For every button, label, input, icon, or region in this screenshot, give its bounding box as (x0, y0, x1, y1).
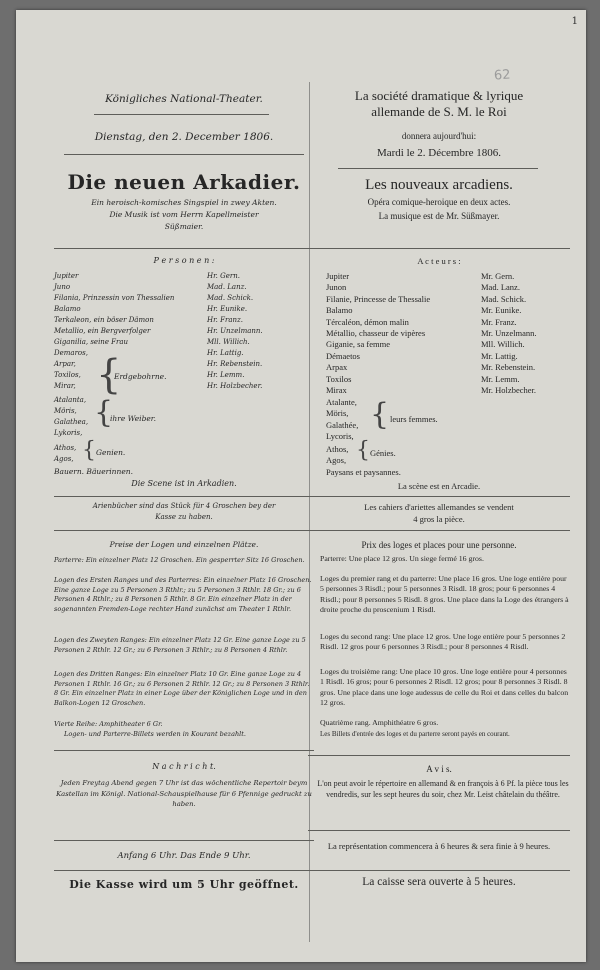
de-price-currency: Logen- und Parterre-Billets werden in Kourant bezahlt. (64, 730, 246, 738)
de-group2-label: ihre Weiber. (110, 414, 156, 423)
actor: Hr. Holzbecher. (207, 382, 263, 390)
fr-music: La musique est de Mr. Süßmayer. (378, 211, 500, 221)
de-persons-heading: P e r s o n e n : (153, 256, 215, 265)
role: Démaetos (326, 350, 360, 361)
actor: Hr. Gern. (207, 272, 240, 280)
cast-row (54, 382, 314, 393)
fr-price-third-rank: Loges du troisième rang: Une place 10 gros. Une loge entière pour 4 personnes 1 Risdl. 16 gros; pour 6 personnes 2 Risdl. 12 gros; pour 8 personnes 3 Risdl. 8 gros. Une place dans une loge audessus de celle du Roi et dans celles du balcon 12 gros. (320, 667, 569, 708)
fr-title: Les nouveaux arcadiens. (365, 177, 513, 193)
fr-subtitle: Opéra comique-heroique en deux actes. (367, 197, 511, 207)
de-rule (54, 750, 314, 751)
cast-row (54, 294, 314, 305)
de-rule (54, 870, 314, 871)
fr-rule (308, 248, 570, 249)
fr-scene: La scène est en Arcadie. (397, 481, 481, 491)
de-title: Die neuen Arkadier. (67, 170, 301, 194)
pencil-annotation: 62 (493, 67, 512, 84)
cast-row (326, 374, 570, 385)
fr-texts-note-line1: Les cahiers d'ariettes allemandes se vendent (364, 502, 514, 512)
actor: Hr. Unzelmann. (207, 327, 263, 335)
actor: Mad. Lanz. (207, 283, 247, 291)
role: Giganilia, seine Frau (54, 338, 129, 346)
de-price-third-rank: Logen des Dritten Ranges: Ein einzelner Platz 10 Gr. Eine ganze Loge zu 4 Personen 1 Rthlr. 16 Gr.; zu 6 Personen 2 Rthlr. 12 Gr.; zu 8 Personen 3 Rthlr. 8 Gr. Ein einzelner Platz in einer Loge über der Königlichen Loge und in den Balkon-Logen 12 Groschen. (54, 670, 310, 707)
cast-row (326, 294, 570, 305)
cast-row (54, 396, 314, 407)
de-rule (94, 114, 269, 115)
role: Mirax (326, 384, 347, 395)
role: Galathée, (326, 419, 359, 430)
actor: Mr. Eunike. (481, 305, 522, 316)
de-scene: Die Scene ist in Arkadien. (131, 479, 237, 488)
cast-row (326, 328, 570, 339)
role: Métallio, chasseur de vipères (326, 327, 426, 338)
fr-rule (308, 755, 570, 756)
role: Lykoris, (54, 429, 83, 437)
fr-date: Mardi le 2. Décembre 1806. (376, 147, 501, 159)
cast-row (54, 272, 314, 283)
cast-row (326, 385, 570, 396)
de-music-line1: Die Musik ist vom Herrn Kapellmeister (109, 210, 259, 219)
brace: { (82, 438, 96, 463)
fr-price-fourth-rank: Quatrième rang. Amphithéatre 6 gros. (320, 718, 439, 727)
actor: Hr. Eunike. (207, 305, 248, 313)
de-rule (64, 154, 304, 155)
fr-price-second-rank: Loges du second rang: Une place 12 gros. Une loge entière pour 5 personnes 2 Risdl. 12 gros pour 6 personnes 3 Risdl.; pour 8 personnes 4 Risdl. (320, 632, 566, 652)
fr-texts-note-line2: 4 gros la pièce. (413, 514, 465, 524)
role: Juno (54, 283, 71, 291)
brace: { (356, 438, 370, 463)
role: Toxilos (326, 373, 352, 384)
fr-box-office: La caisse sera ouverte à 5 heures. (362, 876, 516, 888)
role: Giganie, sa femme (326, 339, 390, 350)
fr-rule (308, 530, 570, 531)
fr-prices-heading: Prix des loges et places pour une personne. (361, 540, 517, 550)
role: Galathea, (54, 418, 89, 426)
role: Metallio, ein Bergverfolger (54, 327, 151, 335)
cast-row (326, 282, 570, 293)
actor: Mll. Willich. (481, 339, 525, 350)
fr-notice-heading: A v i s. (426, 764, 452, 774)
de-start-end: Anfang 6 Uhr. Das Ende 9 Uhr. (117, 851, 251, 861)
brace: { (370, 397, 390, 432)
cast-row (326, 305, 570, 316)
de-peasants: Bauern. Bäuerinnen. (54, 467, 133, 476)
role: Toxilos, (54, 371, 81, 379)
de-rule (54, 496, 314, 497)
fr-rule (308, 870, 570, 871)
role: Agos, (54, 455, 74, 463)
actor: Mr. Gern. (481, 271, 515, 281)
role: Junon (326, 282, 347, 293)
role: Agos, (326, 455, 347, 466)
de-rule (54, 248, 314, 249)
actor: Mad. Schick. (207, 294, 254, 302)
actor: Mr. Unzelmann. (481, 327, 537, 338)
role: Möris, (326, 408, 349, 419)
fr-genii-label: Génies. (370, 448, 396, 458)
fr-women-label: leurs femmes. (390, 414, 438, 424)
cast-row (326, 317, 570, 328)
cast-row (54, 283, 314, 294)
actor: Hr. Lemm. (207, 371, 245, 379)
cast-row (326, 339, 570, 350)
de-notice-text: Jeden Freytag Abend gegen 7 Uhr ist das wöchentliche Repertoir beym Kastellan im Königl. National-Schauspielhause für 6 Pfennige gedruckt zu haben. (56, 779, 312, 809)
role: Athos, (54, 444, 77, 452)
de-price-second-rank: Logen des Zweyten Ranges: Ein einzelner Platz 12 Gr. Eine ganze Loge zu 5 Personen 2 Rthlr. 12 Gr.; zu 6 Personen 3 Rthlr.; zu 8 Personen 4 Rthlr. (54, 636, 306, 654)
role: Möris, (54, 407, 77, 415)
cast-row (54, 338, 314, 349)
de-prices-heading: Preise der Logen und einzelnen Plätze. (109, 540, 259, 549)
brace: { (96, 352, 122, 398)
de-price-fourth-row: Vierte Reihe: Amphitheater 6 Gr. (54, 720, 163, 728)
fr-rule (338, 168, 538, 169)
de-theater-name: Königliches National-Theater. (105, 93, 263, 105)
brace: { (94, 395, 114, 430)
playbill-sheet (16, 10, 586, 962)
de-box-office: Die Kasse wird um 5 Uhr geöffnet. (69, 878, 299, 891)
role: Jupiter (54, 272, 79, 280)
cast-row (326, 351, 570, 362)
cast-row (326, 397, 570, 408)
actor: Mad. Schick. (481, 293, 527, 304)
fr-cast-list (326, 271, 570, 396)
role: Tércaléon, démon malin (326, 316, 409, 327)
cast-row (54, 305, 314, 316)
fr-society-line2: allemande de S. M. le Roi (371, 104, 507, 119)
de-group1-label: Erdgebohrne. (114, 372, 167, 381)
fr-start-end: La représentation commencera à 6 heures & sera finie à 9 heures. (327, 841, 551, 851)
de-genii-label: Genien. (96, 448, 126, 457)
cast-row (54, 316, 314, 327)
role: Filania, Prinzessin von Thessalien (54, 294, 175, 302)
actor: Hr. Franz. (207, 316, 243, 324)
role: Jupiter (326, 271, 350, 281)
corner-mark: 1 (571, 16, 578, 27)
fr-price-currency: Les Billets d'entrée des loges et du parterre seront payés en courant. (320, 730, 510, 738)
de-rule (54, 840, 314, 841)
actor: Mr. Holzbecher. (481, 384, 536, 395)
cast-row (54, 360, 314, 371)
actor: Mr. Lemm. (481, 373, 520, 384)
fr-society-line1: La société dramatique & lyrique (354, 88, 524, 103)
de-price-first-rank: Logen des Ersten Ranges und des Parterres: Ein einzelner Platz 16 Groschen. Eine ganze Loge zu 5 Personen 3 Rthlr.; zu 5 Personen 3 Rthlr. 18 Gr.; zu 6 Personen 4 Rthlr.; zu 8 Personen 5 Rthlr. 8 Gr. Ein einzelner Platz in der sogenannten Fremden-Loge rechter Hand zunächst am Theater 1 Rthlr. (54, 576, 312, 613)
role: Arpax (326, 362, 348, 373)
role: Balamo (326, 305, 353, 316)
role: Arpar, (54, 360, 76, 368)
role: Demaros, (54, 349, 88, 357)
role: Mirar, (54, 382, 76, 390)
fr-peasants: Paysans et paysannes. (326, 467, 401, 477)
de-subtitle: Ein heroisch-komisches Singspiel in zwey Akten. (91, 198, 277, 207)
actor: Mr. Rebenstein. (481, 362, 536, 373)
de-notice-heading: N a c h r i c h t. (152, 762, 216, 771)
de-texts-note-line2: Kasse zu haben. (155, 513, 213, 521)
actor: Hr. Rebenstein. (207, 360, 263, 368)
fr-price-parterre: Parterre: Une place 12 gros. Un siege fermé 16 gros. (320, 554, 484, 563)
role: Atalante, (326, 397, 357, 407)
role: Filanie, Princesse de Thessalie (326, 293, 431, 304)
fr-notice-text: L'on peut avoir le répertoire en allemand & en françois à 6 Pf. la pièce tous les vendredis, sur les sept heures du soir, chez Mr. Leist châtelain du théâtre. (317, 779, 569, 799)
de-texts-note-line1: Arienbücher sind das Stück für 4 Groschen bey der (92, 502, 276, 510)
de-date: Dienstag, den 2. December 1806. (94, 131, 274, 143)
fr-rule (308, 830, 570, 831)
role: Lycoris, (326, 431, 354, 442)
actor: Mr. Franz. (481, 316, 517, 327)
cast-row (54, 349, 314, 360)
fr-price-first-rank: Loges du premier rang et du parterre: Une place 16 gros. Une loge entière pour 5 personnes 3 Risdl.; pour 5 personnes 3 Risdl. 18 gros; pour 6 personnes 4 Risdl.; pour 8 personnes 5 Risdl. 8 gros. Une place dans la Loge des étrangers à droite proche du proscenium 1 Risdl. (320, 574, 569, 615)
role: Balamo (54, 305, 81, 313)
de-rule (54, 530, 314, 531)
role: Atalanta, (54, 396, 87, 404)
de-music-line2: Süßmaier. (164, 222, 204, 231)
actor: Hr. Lattig. (207, 349, 244, 357)
cast-row (326, 362, 570, 373)
cast-row (326, 271, 570, 282)
fr-rule (308, 496, 570, 497)
fr-actors-heading: A c t e u r s : (417, 256, 461, 266)
actor: Mll. Willich. (207, 338, 250, 346)
role: Athos, (326, 444, 349, 454)
de-price-parterre: Parterre: Ein einzelner Platz 12 Groschen. Ein gesperrter Sitz 16 Groschen. (54, 556, 305, 564)
actor: Mr. Lattig. (481, 350, 518, 361)
role: Terkaleon, ein böser Dämon (54, 316, 154, 324)
cast-row (54, 327, 314, 338)
fr-today: donnera aujourd'hui: (401, 131, 477, 141)
actor: Mad. Lanz. (481, 282, 520, 293)
